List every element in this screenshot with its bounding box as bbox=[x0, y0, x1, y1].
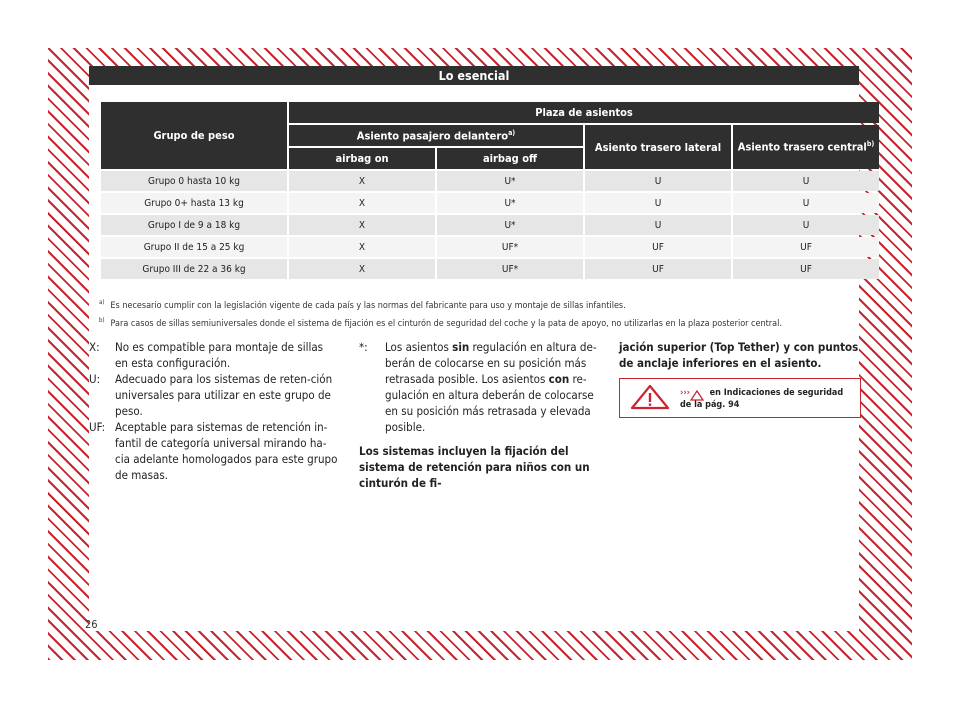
header-delantero bbox=[289, 125, 583, 146]
header-trasero-central bbox=[733, 125, 879, 169]
table-cell: X bbox=[289, 193, 435, 213]
table-cell: U bbox=[733, 171, 879, 191]
table-cell: Grupo II de 15 a 25 kg bbox=[101, 237, 287, 257]
table-cell: Grupo I de 9 a 18 kg bbox=[101, 215, 287, 235]
header-grupo: Grupo de peso bbox=[101, 102, 287, 169]
table-row bbox=[101, 215, 879, 235]
table-cell: Grupo III de 22 a 36 kg bbox=[101, 259, 287, 279]
page-number: 26 bbox=[85, 618, 98, 631]
header-trasero-central-label: Asiento trasero central bbox=[737, 140, 867, 154]
table-cell: Grupo 0+ hasta 13 kg bbox=[101, 193, 287, 213]
child-seat-table bbox=[99, 100, 881, 281]
footnote-a-text: Es necesario cumplir con la legislación vigente de cada país y las normas del fabricante para uso y montaje de sillas infantiles. bbox=[110, 301, 626, 311]
legend-item-u bbox=[89, 371, 339, 419]
table-cell: Grupo 0 hasta 10 kg bbox=[101, 171, 287, 191]
table-row bbox=[101, 171, 879, 191]
table-cell: X bbox=[289, 215, 435, 235]
header-plaza: Plaza de asientos bbox=[289, 102, 879, 123]
table-cell: X bbox=[289, 259, 435, 279]
table-row bbox=[101, 259, 879, 279]
header-airbag-on: airbag on bbox=[289, 148, 435, 169]
warning-box bbox=[619, 378, 861, 418]
arrows-icon: ››› bbox=[680, 388, 691, 398]
table-cell: X bbox=[289, 237, 435, 257]
legend-key: *: bbox=[359, 340, 368, 354]
table-cell: U bbox=[733, 215, 879, 235]
footnote-b bbox=[99, 317, 782, 329]
table-cell: UF* bbox=[437, 237, 583, 257]
bold-paragraph-2: jación superior (Top Tether) y con puntos de anclaje inferiores en el asiento. bbox=[619, 340, 859, 370]
warning-small-icon bbox=[693, 385, 707, 396]
footnote-b-text: Para casos de sillas semiuniversales donde el sistema de fijación es el cinturón de seguridad del coche y la pata de apoyo, no utilizarlas en la plaza posterior central. bbox=[110, 319, 782, 329]
legend-key: X: bbox=[89, 340, 100, 354]
legend-key: U: bbox=[89, 372, 101, 386]
table-cell: U* bbox=[437, 171, 583, 191]
header-trasero-lateral: Asiento trasero lateral bbox=[585, 125, 731, 169]
table-cell: U* bbox=[437, 215, 583, 235]
warning-text: en Indicaciones de seguridad de la pág. 94 bbox=[680, 388, 844, 410]
header-delantero-label: Asiento pasajero delantero bbox=[356, 129, 509, 143]
footnote-b-mark: b) bbox=[99, 317, 105, 324]
table-cell: UF bbox=[733, 259, 879, 279]
table-cell: U bbox=[585, 193, 731, 213]
table-row bbox=[101, 193, 879, 213]
legend-item-uf bbox=[89, 419, 339, 483]
section-title: Lo esencial bbox=[89, 66, 859, 85]
legend-column bbox=[89, 339, 339, 483]
legend-key: UF: bbox=[89, 420, 106, 434]
footnote-ref-a: a) bbox=[508, 128, 516, 137]
page-content bbox=[85, 66, 875, 631]
legend-item-star bbox=[359, 339, 604, 435]
warning-link[interactable] bbox=[680, 385, 855, 411]
footnote-ref-b: b) bbox=[866, 140, 875, 149]
table-cell: U bbox=[585, 171, 731, 191]
footnote-a-mark: a) bbox=[99, 299, 105, 306]
legend-item-x bbox=[89, 339, 339, 371]
legend-text: Adecuado para los sistemas de reten-ción universales para utilizar en este grupo de peso. bbox=[115, 372, 333, 418]
table-cell: U bbox=[733, 193, 879, 213]
legend-text: Aceptable para sistemas de retención in-fantil de categoría universal mirando ha-cia adelante homologados para este grupo de masas. bbox=[115, 420, 338, 482]
header-airbag-off: airbag off bbox=[437, 148, 583, 169]
table-cell: U* bbox=[437, 193, 583, 213]
warning-triangle-icon bbox=[630, 384, 670, 410]
table-cell: UF bbox=[733, 237, 879, 257]
legend-text: No es compatible para montaje de sillas en esta configuración. bbox=[115, 340, 324, 370]
table-cell: UF bbox=[585, 259, 731, 279]
table-cell: U bbox=[585, 215, 731, 235]
legend-text: Los asientos sin regulación en altura de-berán de colocarse en su posición más retrasada posible. Los asientos con re-gulación en altura deberán de colocarse en su posición más retrasada y elevada posible. bbox=[385, 340, 597, 434]
middle-column bbox=[359, 339, 604, 491]
table-cell: UF bbox=[585, 237, 731, 257]
bold-paragraph-1: Los sistemas incluyen la fijación del sistema de retención para niños con un cinturón de fi- bbox=[359, 444, 590, 490]
table-cell: X bbox=[289, 171, 435, 191]
footnote-a bbox=[99, 299, 626, 311]
table-cell: UF* bbox=[437, 259, 583, 279]
table-row bbox=[101, 237, 879, 257]
